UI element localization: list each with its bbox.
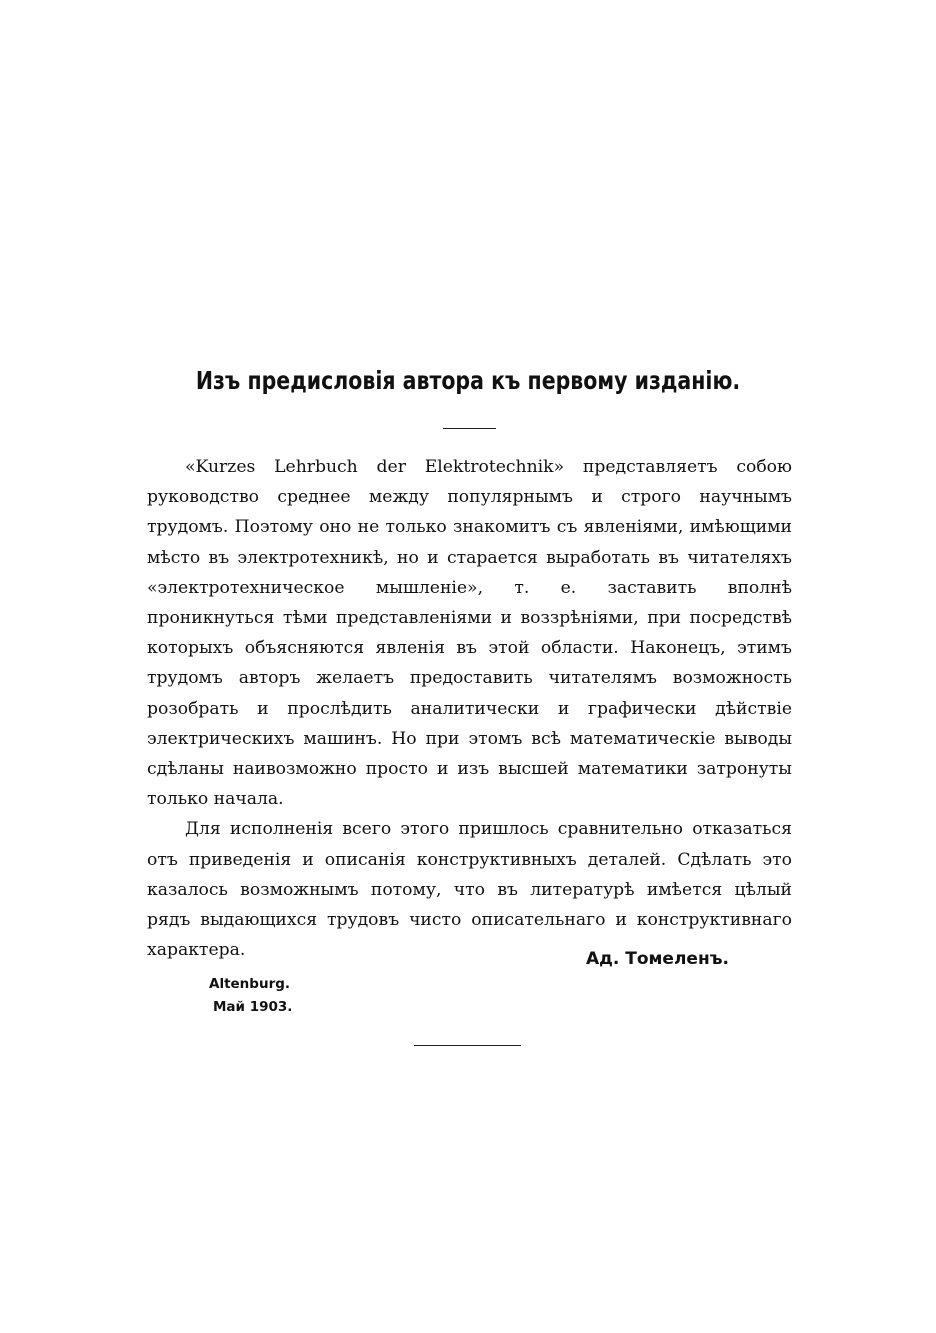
date-line: Май 1903. [213, 999, 293, 1015]
title-divider [443, 428, 496, 429]
author-signature: Ад. Томеленъ. [586, 949, 729, 969]
page-title: Изъ предисловія автора къ первому изданію. [195, 366, 741, 395]
paragraph-2: Для исполненія всего этого пришлось сравнительно отказаться отъ приведенія и описанія конструктивныхъ деталей. Сдѣлать это казалось возможнымъ потому, что въ литературѣ имѣется цѣлый рядъ выдающихся трудовъ чисто описательнаго и конструктивнаго характера. [147, 819, 792, 961]
place-line: Altenburg. [209, 976, 291, 992]
closing-divider [414, 1045, 521, 1046]
preface-text [147, 452, 792, 965]
paragraph-1: «Kurzes Lehrbuch der Elektrotechnik» представляетъ собою руководство среднее между популярнымъ и строго научнымъ трудомъ. Поэтому оно не только знакомитъ съ явленіями, имѣющими мѣсто въ электротехникѣ, но и старается выработать въ читателяхъ «электротехническое мышленіе», т. е. заставить вполнѣ проникнуться тѣми представленіями и воззрѣніями, при посредствѣ которыхъ объясняются явленія въ этой области. Наконецъ, этимъ трудомъ авторъ желаетъ предоставить читателямъ возможность розобрать и прослѣдить аналитически и графически дѣйствіе электрическихъ машинъ. Но при этомъ всѣ математическіе выводы сдѣланы наивозможно просто и изъ высшей математики затронуты только начала. [147, 457, 792, 810]
